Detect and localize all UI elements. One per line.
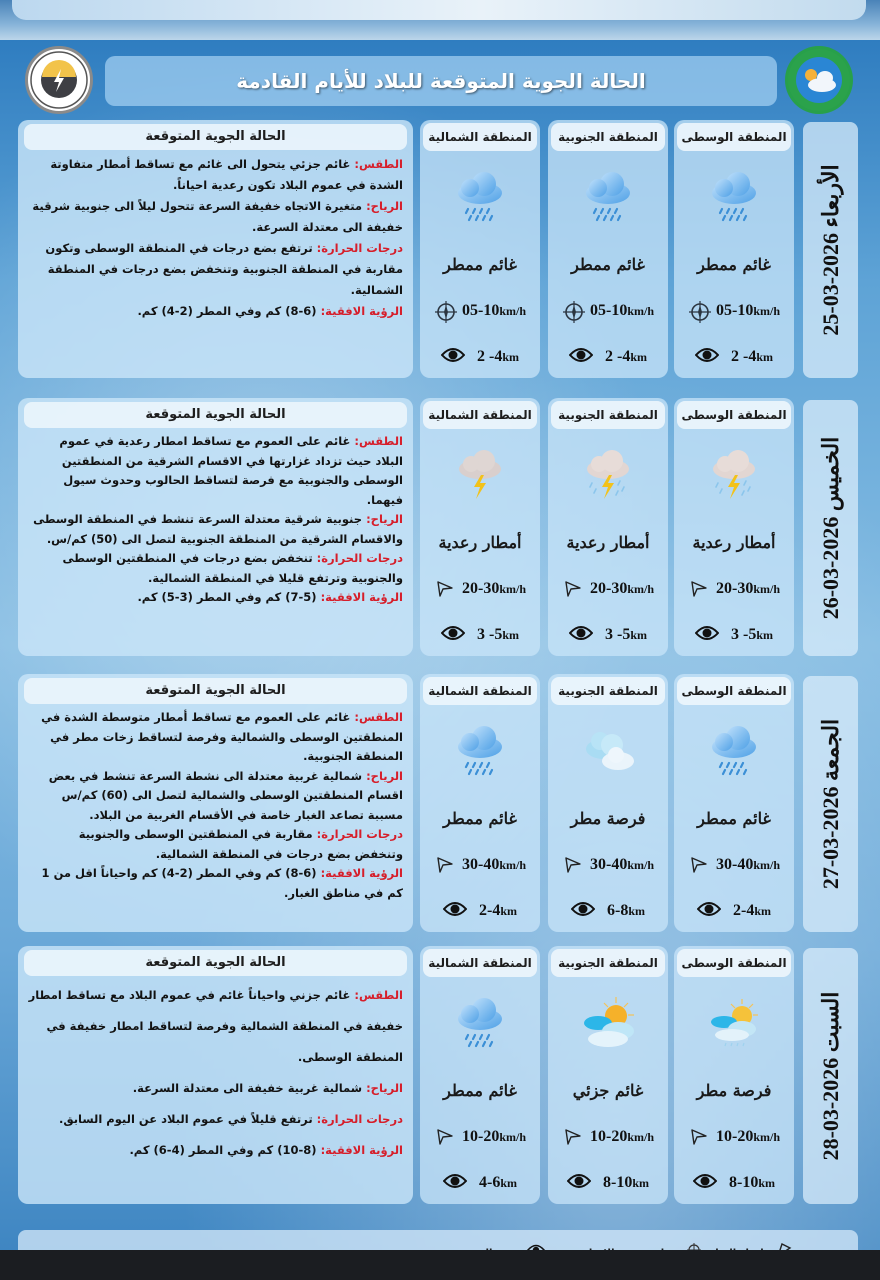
visibility-text: (8-10) كم وفي المطر (4-6) كم.: [129, 1143, 317, 1157]
weather-text: غائم على العموم مع تساقط امطار رعدية في عموم البلاد حيث تزداد غزارتها في الاقسام الشرقية من المنطقتين الوسطى والجنوبية مع فرصة لتساقط الحالوب وحدوث سيول فيهما.: [59, 434, 403, 507]
forecast-day: [0, 118, 880, 380]
forecast-description-card: [18, 674, 413, 932]
wind-speed-row: [678, 1126, 790, 1148]
region-card-south: [548, 398, 668, 656]
region-title: المنطقة الوسطى: [677, 123, 791, 151]
description-body: [18, 428, 413, 608]
wind-speed: 30-40km/h: [461, 856, 526, 873]
forecast-description-card: [18, 398, 413, 656]
wind-speed: 05-10km/h: [461, 302, 526, 319]
cloudy-icon: [578, 723, 638, 779]
wind-paragraph: [28, 196, 403, 238]
date-strip: [803, 676, 858, 932]
region-card-north: [420, 946, 540, 1204]
weather-text: غائم على العموم مع تساقط أمطار متوسطة الشدة في المنطقتين الوسطى والشمالية وفرصة لتساقط زخات مطر في المنطقة الجنوبية.: [41, 710, 403, 763]
wind-speed-row: [424, 1126, 536, 1148]
forecast-day: [0, 944, 880, 1206]
thunderstorm-icon: [450, 447, 510, 503]
weather-paragraph: [28, 154, 403, 196]
visibility-paragraph: [28, 1135, 403, 1166]
condition-label: غائم ممطر: [697, 255, 771, 274]
variable-wind-icon: [434, 300, 456, 322]
visibility-range: 2 -4km: [605, 348, 647, 365]
visibility-label: الرؤية الافقية:: [320, 590, 403, 604]
visibility-range: 3 -5km: [731, 626, 773, 643]
visibility-paragraph: [28, 588, 403, 608]
eye-icon: [695, 346, 717, 368]
wind-direction-icon: [562, 1126, 584, 1148]
visibility-row: [552, 346, 664, 368]
temperature-label: درجات الحرارة:: [316, 241, 403, 255]
condition-label: غائم جزئي: [572, 1081, 644, 1100]
forecast-description-card: [18, 946, 413, 1204]
region-card-north: [420, 120, 540, 378]
wind-text: شمالية غربية معتدلة الى نشطة السرعة تنشط في بعض اقسام المنطقتين الوسطى والشمالية لتصل الى (60) كم/س مسببة تصاعد الغبار خاصة في الأقسام الغربية من البلاد.: [48, 768, 403, 822]
visibility-text: (6-8) كم وفي المطر (2-4) كم.: [137, 304, 317, 318]
condition-label: أمطار رعدية: [438, 533, 522, 552]
description-body: [18, 976, 413, 1166]
visibility-row: [678, 1172, 790, 1194]
visibility-range: 4-6km: [479, 1174, 517, 1191]
temperature-label: درجات الحرارة:: [316, 827, 403, 841]
region-title: المنطقة الشمالية: [423, 677, 537, 705]
temperature-text: مقاربة في المنطقتين الوسطى والجنوبية وتنخفض بضع درجات في المنطقة الشمالية.: [78, 827, 403, 861]
description-title: الحالة الجوية المتوقعة: [24, 402, 407, 428]
temperature-text: ترتفع بضع درجات في المنطقة الوسطى وتكون مقاربة في المنطقة الجنوبية وتنخفض بضع درجات في المنطقة الشمالية.: [45, 241, 403, 297]
visibility-range: 8-10km: [729, 1174, 775, 1191]
condition-label: فرصة مطر: [570, 809, 646, 828]
weather-label: الطقس:: [354, 710, 403, 724]
wind-speed-row: [678, 300, 790, 322]
wind-label: الرياح:: [366, 199, 403, 213]
region-title: المنطقة الوسطى: [677, 401, 791, 429]
weather-label: الطقس:: [354, 434, 403, 448]
wind-direction-icon: [562, 578, 584, 600]
wind-text: متغيرة الاتجاه خفيفة السرعة تتحول ليلاً الى جنوبية شرقية خفيفة الى معتدلة السرعة.: [32, 199, 403, 234]
condition-label: غائم ممطر: [443, 809, 517, 828]
temperature-paragraph: [28, 238, 403, 301]
visibility-text: (6-8) كم وفي المطر (2-4) كم واحياناً اقل من 1 كم في مناطق الغبار.: [41, 866, 403, 900]
rain-cloud-icon: [578, 169, 638, 225]
wind-speed-row: [424, 578, 536, 600]
previous-poster-strip: [0, 0, 880, 40]
condition-label: غائم ممطر: [571, 255, 645, 274]
wind-direction-icon: [562, 854, 584, 876]
wind-paragraph: [28, 767, 403, 826]
condition-label: فرصة مطر: [696, 1081, 772, 1100]
rain-cloud-icon: [450, 995, 510, 1051]
date-strip: [803, 122, 858, 378]
region-title: المنطقة الجنوبية: [551, 677, 665, 705]
eye-icon: [571, 900, 593, 922]
wind-speed: 10-20km/h: [461, 1128, 526, 1145]
description-title: الحالة الجوية المتوقعة: [24, 678, 407, 704]
region-card-center: [674, 398, 794, 656]
visibility-row: [424, 1172, 536, 1194]
weather-text: غائم جزئي يتحول الى غائم مع تساقط أمطار متفاوتة الشدة في عموم البلاد تكون رعدية احياناً.: [50, 157, 403, 192]
day-name: الأربعاء: [817, 164, 843, 228]
region-title: المنطقة الوسطى: [677, 949, 791, 977]
date-value: 2026-03-28: [817, 1057, 843, 1161]
region-card-center: [674, 946, 794, 1204]
visibility-range: 2-4km: [479, 902, 517, 919]
weather-paragraph: [28, 432, 403, 510]
weather-label: الطقس:: [354, 988, 403, 1002]
wind-label: الرياح:: [366, 1081, 403, 1095]
wind-speed: 10-20km/h: [589, 1128, 654, 1145]
day-name: السبت: [817, 991, 843, 1053]
wind-speed-row: [552, 1126, 664, 1148]
weather-text: غائم جزني واحياناً غائم في عموم البلاد مع تساقط امطار خفيفة في المنطقة الشمالية وفرصة لتساقط امطار خفيفة في المنطقة الوسطى.: [28, 988, 403, 1064]
poster-header: [105, 56, 777, 106]
wind-speed-row: [678, 854, 790, 876]
visibility-row: [552, 900, 664, 922]
wind-speed-row: [552, 578, 664, 600]
wind-speed: 05-10km/h: [589, 302, 654, 319]
wind-speed-row: [424, 854, 536, 876]
wind-speed: 30-40km/h: [715, 856, 780, 873]
visibility-row: [424, 346, 536, 368]
region-title: المنطقة الجنوبية: [551, 401, 665, 429]
temperature-paragraph: [28, 549, 403, 588]
day-date: [818, 992, 844, 1161]
eye-icon: [441, 346, 463, 368]
date-value: 2026-03-26: [817, 516, 843, 620]
condition-label: غائم ممطر: [443, 255, 517, 274]
eye-icon: [443, 900, 465, 922]
visibility-range: 3 -5km: [477, 626, 519, 643]
variable-wind-icon: [688, 300, 710, 322]
visibility-range: 2-4km: [733, 902, 771, 919]
temperature-label: درجات الحرارة:: [316, 551, 403, 565]
eye-icon: [443, 1172, 465, 1194]
forecast-description-card: [18, 120, 413, 378]
region-card-south: [548, 674, 668, 932]
eye-icon: [697, 900, 719, 922]
sun-cloud-drizzle-icon: [704, 995, 764, 1051]
region-title: المنطقة الجنوبية: [551, 123, 665, 151]
forecast-day: [0, 672, 880, 934]
day-name: الجمعة: [817, 718, 843, 781]
wind-speed: 10-20km/h: [715, 1128, 780, 1145]
eye-icon: [569, 624, 591, 646]
description-title: الحالة الجوية المتوقعة: [24, 950, 407, 976]
region-card-south: [548, 120, 668, 378]
condition-label: غائم ممطر: [443, 1081, 517, 1100]
region-title: المنطقة الوسطى: [677, 677, 791, 705]
visibility-row: [552, 1172, 664, 1194]
condition-label: أمطار رعدية: [566, 533, 650, 552]
visibility-text: (5-7) كم وفي المطر (3-5) كم.: [137, 590, 317, 604]
weather-paragraph: [28, 980, 403, 1073]
forecast-poster: [0, 40, 880, 1250]
wind-direction-icon: [434, 1126, 456, 1148]
temperature-text: ترتفع قليلاً في عموم البلاد عن اليوم السابق.: [58, 1112, 313, 1126]
visibility-label: الرؤية الافقية:: [320, 304, 403, 318]
eye-icon: [567, 1172, 589, 1194]
eye-icon: [441, 624, 463, 646]
region-title: المنطقة الشمالية: [423, 401, 537, 429]
forecasting-unit-logo: [25, 46, 93, 114]
visibility-label: الرؤية الافقية:: [320, 866, 403, 880]
description-body: [18, 704, 413, 903]
wind-speed-row: [552, 300, 664, 322]
date-strip: [803, 948, 858, 1204]
region-card-south: [548, 946, 668, 1204]
forecast-day: [0, 396, 880, 658]
description-title: الحالة الجوية المتوقعة: [24, 124, 407, 150]
eye-icon: [569, 346, 591, 368]
visibility-range: 3 -5km: [605, 626, 647, 643]
date-strip: [803, 400, 858, 656]
visibility-row: [424, 900, 536, 922]
region-title: المنطقة الشمالية: [423, 949, 537, 977]
visibility-label: الرؤية الافقية:: [320, 1143, 403, 1157]
visibility-row: [678, 346, 790, 368]
rain-cloud-icon: [450, 723, 510, 779]
wind-label: الرياح:: [366, 768, 403, 783]
weather-paragraph: [28, 708, 403, 767]
visibility-paragraph: [28, 864, 403, 903]
wind-speed-row: [552, 854, 664, 876]
visibility-range: 2 -4km: [477, 348, 519, 365]
eye-icon: [693, 1172, 715, 1194]
wind-paragraph: [28, 510, 403, 549]
temperature-text: تنخفض بضع درجات في المنطقتين الوسطى والجنوبية وترتفع قليلا في المنطقة الشمالية.: [62, 551, 403, 585]
wind-direction-icon: [688, 1126, 710, 1148]
region-title: المنطقة الشمالية: [423, 123, 537, 151]
region-card-north: [420, 398, 540, 656]
visibility-range: 8-10km: [603, 1174, 649, 1191]
wind-direction-icon: [688, 578, 710, 600]
wind-direction-icon: [688, 854, 710, 876]
day-date: [818, 437, 844, 620]
rain-cloud-icon: [704, 169, 764, 225]
temperature-paragraph: [28, 1104, 403, 1135]
region-card-center: [674, 120, 794, 378]
visibility-paragraph: [28, 301, 403, 322]
wind-text: جنوبية شرقية معتدلة السرعة تنشط في المنطقة الوسطى والاقسام الشرقية من المنطقة الجنوبية لتصل الى (50) كم/س.: [33, 512, 403, 546]
wind-text: شمالية غربية خفيفة الى معتدلة السرعة.: [132, 1081, 363, 1095]
thunder-rain-icon: [578, 447, 638, 503]
wind-speed-row: [424, 300, 536, 322]
wind-paragraph: [28, 1073, 403, 1104]
day-name: الخميس: [817, 436, 843, 512]
visibility-range: 2 -4km: [731, 348, 773, 365]
visibility-row: [424, 624, 536, 646]
visibility-row: [678, 900, 790, 922]
wind-direction-icon: [434, 854, 456, 876]
wind-speed: 20-30km/h: [461, 580, 526, 597]
region-title: المنطقة الجنوبية: [551, 949, 665, 977]
wind-direction-icon: [434, 578, 456, 600]
wind-speed: 05-10km/h: [715, 302, 780, 319]
rain-cloud-icon: [704, 723, 764, 779]
wind-speed: 20-30km/h: [589, 580, 654, 597]
weather-label: الطقس:: [354, 157, 403, 171]
page-title: الحالة الجوية المتوقعة للبلاد للأيام القادمة: [236, 69, 646, 93]
rain-cloud-icon: [450, 169, 510, 225]
temperature-label: درجات الحرارة:: [316, 1112, 403, 1126]
region-card-center: [674, 674, 794, 932]
wind-speed: 20-30km/h: [715, 580, 780, 597]
date-value: 2026-03-25: [817, 232, 843, 336]
description-body: [18, 150, 413, 322]
visibility-range: 6-8km: [607, 902, 645, 919]
date-value: 2026-03-27: [817, 786, 843, 890]
variable-wind-icon: [562, 300, 584, 322]
visibility-row: [552, 624, 664, 646]
visibility-row: [678, 624, 790, 646]
day-date: [818, 164, 844, 335]
meteorology-authority-logo: [785, 46, 853, 114]
wind-speed-row: [678, 578, 790, 600]
eye-icon: [695, 624, 717, 646]
wind-label: الرياح:: [366, 512, 403, 526]
partly-cloudy-icon: [578, 995, 638, 1051]
screen-bottom-bar: [0, 1250, 880, 1280]
condition-label: أمطار رعدية: [692, 533, 776, 552]
thunder-rain-icon: [704, 447, 764, 503]
region-card-north: [420, 674, 540, 932]
day-date: [818, 719, 844, 889]
wind-speed: 30-40km/h: [589, 856, 654, 873]
condition-label: غائم ممطر: [697, 809, 771, 828]
temperature-paragraph: [28, 825, 403, 864]
